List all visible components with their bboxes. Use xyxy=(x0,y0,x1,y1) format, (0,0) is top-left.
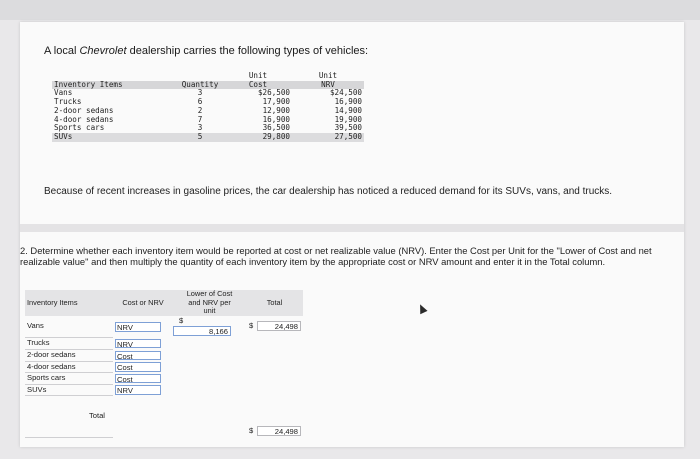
browser-top-strip xyxy=(0,0,700,20)
cost-or-nrv-input[interactable]: NRV xyxy=(115,339,161,348)
dollar-sign: $ xyxy=(249,425,254,435)
inventory-item: SUVs xyxy=(52,133,176,142)
section-divider xyxy=(20,224,684,232)
inventory-qty: 3 xyxy=(197,123,203,133)
inventory-table xyxy=(52,72,364,142)
lcnrv-per-unit-input[interactable]: 8,166 xyxy=(173,326,231,336)
inventory-cost: 36,500 xyxy=(262,123,290,133)
total-input[interactable]: 24,498 xyxy=(257,321,301,331)
inventory-item: Vans xyxy=(54,88,73,98)
answer-row xyxy=(25,316,303,338)
inventory-qty: 6 xyxy=(197,96,203,106)
answer-header-lcnrv-line1: Lower of Cost xyxy=(186,289,233,298)
inventory-cost: 29,800 xyxy=(224,133,292,142)
inventory-row xyxy=(52,89,364,98)
answer-header-total: Total xyxy=(246,290,303,316)
cost-or-nrv-input[interactable]: Cost xyxy=(115,351,161,360)
cost-or-nrv-input[interactable]: NRV xyxy=(115,385,161,394)
inventory-cost: 17,900 xyxy=(262,96,290,106)
inventory-qty: 5 xyxy=(176,133,224,142)
dollar-sign: $ xyxy=(249,321,254,331)
answer-item-label: SUVs xyxy=(25,384,113,396)
answer-header-items: Inventory Items xyxy=(25,290,113,316)
answer-item-label: Vans xyxy=(25,316,113,338)
answer-item-label: Sports cars xyxy=(25,373,113,385)
inventory-item: Trucks xyxy=(54,96,82,106)
answer-item-label: 4-door sedans xyxy=(25,361,113,373)
header-inventory-items: Inventory Items xyxy=(52,81,176,90)
inventory-nrv: 16,900 xyxy=(334,96,362,106)
inventory-cost: 16,900 xyxy=(262,114,290,124)
inventory-nrv: $24,500 xyxy=(329,88,362,98)
answer-item-label: Trucks xyxy=(25,338,113,350)
intro-prefix: A local xyxy=(44,45,80,57)
inventory-item: Sports cars xyxy=(54,123,105,133)
inventory-qty: 7 xyxy=(197,114,203,124)
grand-total-input[interactable]: 24,498 xyxy=(257,426,301,436)
answer-table xyxy=(25,290,303,438)
inventory-cost: 12,900 xyxy=(262,105,290,115)
cost-or-nrv-input[interactable]: Cost xyxy=(115,362,161,371)
inventory-qty: 3 xyxy=(197,88,203,98)
dollar-sign: $ xyxy=(179,315,184,325)
header-unit-nrv-1: Unit xyxy=(318,71,338,80)
header-quantity: Quantity xyxy=(176,81,224,90)
header-unit-nrv-2: NRV xyxy=(292,81,364,90)
cost-or-nrv-input[interactable]: Cost xyxy=(115,374,161,383)
inventory-cost: $26,500 xyxy=(257,88,290,98)
answer-row xyxy=(25,384,303,396)
inventory-qty: 2 xyxy=(197,105,203,115)
answer-row xyxy=(25,338,303,350)
answer-row xyxy=(25,373,303,385)
cost-or-nrv-input[interactable]: NRV xyxy=(115,322,161,331)
inventory-nrv: 14,900 xyxy=(334,105,362,115)
intro-brand: Chevrolet xyxy=(79,45,127,57)
intro-text xyxy=(44,45,368,57)
answer-header-lcnrv-line3: unit xyxy=(203,306,216,316)
answer-total-row xyxy=(25,396,303,438)
answer-item-label: 2-door sedans xyxy=(25,350,113,362)
header-unit-cost-2: Cost xyxy=(224,81,292,90)
intro-suffix: dealership carries the following types of vehicles: xyxy=(126,45,369,57)
total-label: Total xyxy=(25,396,113,438)
inventory-nrv: 19,900 xyxy=(334,114,362,124)
answer-row xyxy=(25,350,303,362)
header-unit-cost-1: Unit xyxy=(248,71,268,80)
inventory-nrv: 39,500 xyxy=(334,123,362,133)
inventory-item: 2-door sedans xyxy=(54,105,114,115)
inventory-nrv: 27,500 xyxy=(292,133,364,142)
inventory-header-row-2 xyxy=(52,81,364,90)
answer-header-row xyxy=(25,290,303,316)
answer-row xyxy=(25,361,303,373)
question-2-text: 2. Determine whether each inventory item would be reported at cost or net realizable value (NRV). Enter the Cost per Unit for the "Lower of Cost and net realizable value" and then multiply the quantity of each inventory item by the appropriate cost or NRV amount and enter it in the Total column. xyxy=(20,245,652,267)
answer-header-lcnrv-line2: and NRV per xyxy=(188,297,231,307)
answer-header-cost-or-nrv: Cost or NRV xyxy=(113,290,173,316)
inventory-item: 4-door sedans xyxy=(54,114,114,124)
context-paragraph: Because of recent increases in gasoline prices, the car dealership has noticed a reduced demand for its SUVs, vans, and trucks. xyxy=(44,186,613,197)
inventory-row xyxy=(52,133,364,142)
answer-header-lcnrv xyxy=(173,290,246,316)
inventory-row xyxy=(52,124,364,133)
